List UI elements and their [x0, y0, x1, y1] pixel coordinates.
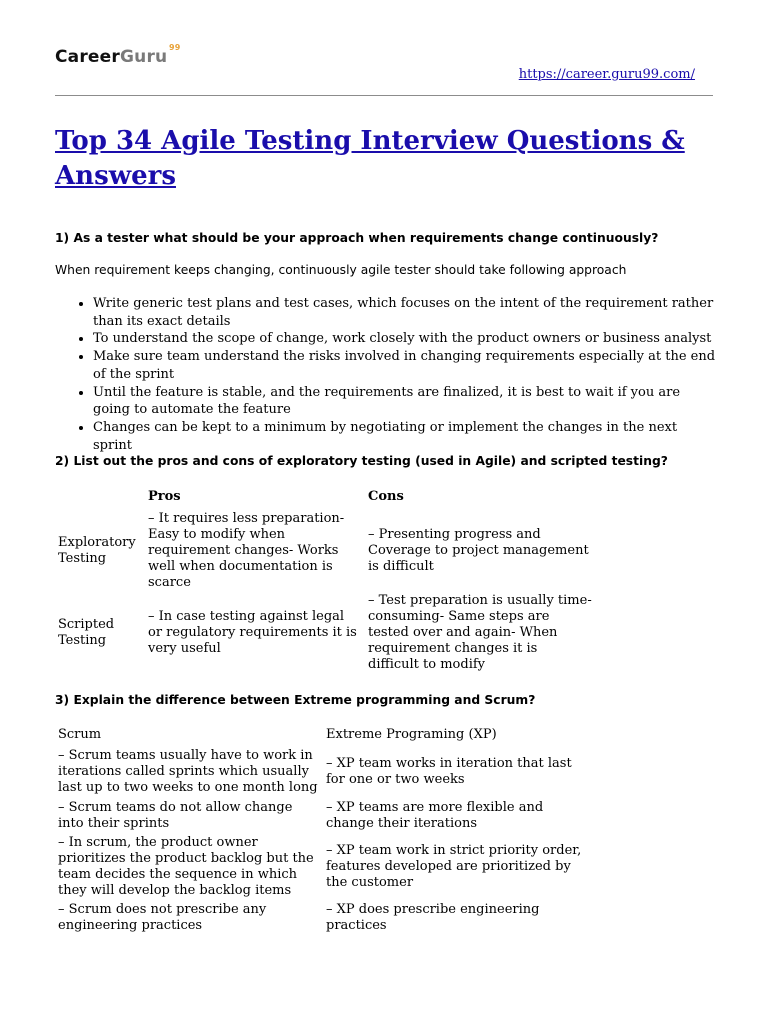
table-cell: – XP team work in strict priority order, features developed are prioritized by the customer [326, 842, 582, 890]
scrum-vs-xp-table [55, 723, 590, 937]
page-title-link[interactable]: Top 34 Agile Testing Interview Questions & Answers [55, 126, 685, 191]
bullet-item: • Changes can be kept to a minimum by negotiating or implement the changes in the next sprint [93, 419, 720, 454]
table-header-cell: Extreme Programing (XP) [326, 727, 497, 742]
table-cell: Scripted Testing [58, 617, 115, 648]
table-header-row [55, 484, 595, 510]
table-row [55, 899, 590, 937]
logo-guru-text: Guru [119, 47, 168, 67]
logo-99-superscript: 99 [169, 43, 181, 52]
table-cell: – It requires less preparation- Easy to modify when requirement changes- Works well when documentation is scarce [148, 511, 345, 590]
table-cell: – Scrum teams do not allow change into their sprints [58, 799, 293, 831]
table-header-cell: Cons [368, 489, 404, 504]
table-header-row [55, 723, 590, 747]
site-url-link[interactable]: https://career.guru99.com/ [518, 67, 695, 82]
question-2-heading: 2) List out the pros and cons of exploratory testing (used in Agile) and scripted testing? [55, 454, 668, 468]
table-cell: – In case testing against legal or regulatory requirements it is very useful [148, 609, 357, 656]
bullet-item: • To understand the scope of change, work closely with the product owners or business analyst [93, 330, 720, 348]
table-cell: – Scrum does not prescribe any engineering practices [58, 902, 267, 933]
bullet-item: • Write generic test plans and test cases, which focuses on the intent of the requirement rather than its exact details [93, 295, 720, 330]
table-header-cell [55, 484, 145, 510]
table-row [55, 797, 590, 834]
table-header-cell: Pros [148, 489, 181, 504]
bullet-item: • Until the feature is stable, and the requirements are finalized, it is best to wait if you are going to automate the feature [93, 384, 720, 419]
table-cell: – XP does prescribe engineering practices [326, 902, 540, 933]
table-cell: – Scrum teams usually have to work in iterations called sprints which usually last up to two weeks to one month long [58, 748, 318, 795]
table-row [55, 510, 595, 592]
careerguru-logo[interactable] [55, 43, 181, 67]
question-1-intro: When requirement keeps changing, continuously agile tester should take following approach [55, 263, 627, 277]
question-1-heading: 1) As a tester what should be your approach when requirements change continuously? [55, 231, 659, 245]
header-divider [55, 95, 713, 96]
pros-cons-table [55, 484, 595, 674]
table-header-cell: Scrum [58, 727, 102, 742]
bullet-item: • Make sure team understand the risks involved in changing requirements especially at the end of the sprint [93, 348, 720, 383]
table-cell: – Presenting progress and Coverage to project management is difficult [368, 527, 589, 574]
table-row [55, 834, 590, 899]
question-3-heading: 3) Explain the difference between Extreme programming and Scrum? [55, 693, 536, 707]
table-row [55, 747, 590, 797]
table-cell: – XP teams are more flexible and change their iterations [326, 799, 544, 831]
question-1-bullet-list [55, 295, 720, 454]
table-cell: Exploratory Testing [58, 535, 136, 566]
table-cell: – In scrum, the product owner prioritizes the product backlog but the team decides the sequence in which they will develop the backlog items [58, 834, 314, 898]
table-cell: – Test preparation is usually time-consuming- Same steps are tested over and again- When requirement changes it is difficult to modify [368, 593, 592, 672]
logo-career-text: Career [55, 47, 120, 67]
table-cell: – XP team works in iteration that last for one or two weeks [326, 756, 572, 787]
table-row [55, 592, 595, 674]
